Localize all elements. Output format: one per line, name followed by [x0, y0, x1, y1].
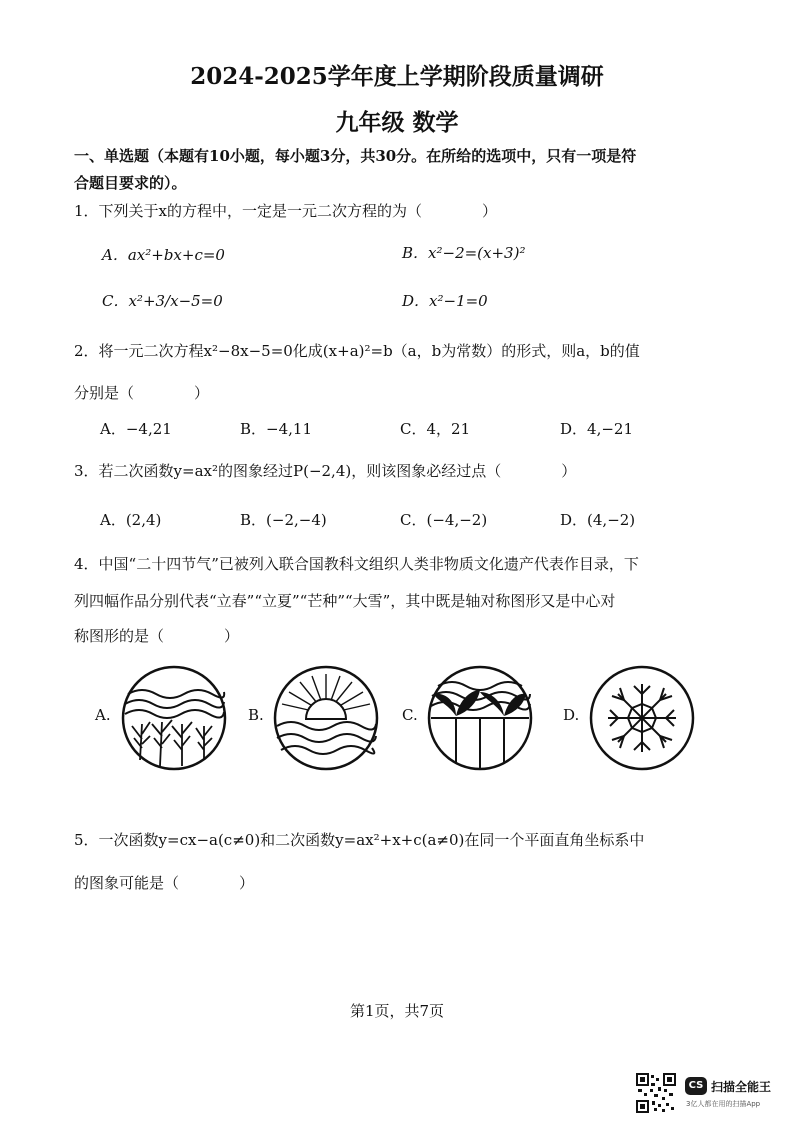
- q3-option-b: B．(−2,−4): [240, 511, 327, 529]
- page-number: 第1页，共7页: [349, 1002, 445, 1020]
- summer-beginning-emblem: [272, 664, 380, 772]
- question-4-stem-line3: 称图形的是（ ）: [74, 627, 240, 645]
- q1-option-c: C．x²+3/x−5=0: [102, 292, 223, 310]
- question-1-stem: 1．下列关于x的方程中，一定是一元二次方程的为（ ）: [74, 202, 498, 220]
- scanner-brand: 扫描全能王: [711, 1080, 772, 1094]
- q3-option-d: D．(4,−2): [560, 511, 636, 529]
- exam-title: 2024-2025学年度上学期阶段质量调研: [190, 63, 604, 90]
- qr-code-icon: [636, 1073, 676, 1113]
- q4-option-a: A.: [95, 706, 111, 724]
- question-2-stem-line1: 2．将一元二次方程x²−8x−5=0化成(x+a)²=b（a，b为常数）的形式，则a，b的值: [74, 342, 640, 360]
- q2-option-d: D．4,−21: [560, 420, 633, 438]
- q4-option-d: D.: [563, 706, 580, 724]
- q1-option-b: B．x²−2=(x+3)²: [402, 244, 526, 262]
- q2-option-a: A．−4,21: [100, 420, 172, 438]
- q2-option-c: C．4，21: [400, 420, 471, 438]
- q3-option-c: C．(−4,−2): [400, 511, 488, 529]
- question-2-stem-line2: 分别是（ ）: [74, 384, 210, 402]
- major-snow-emblem: [588, 664, 696, 772]
- scanner-slogan: 3亿人都在用的扫描App: [686, 1100, 761, 1108]
- q4-option-b: B.: [248, 706, 264, 724]
- question-4-stem-line1: 4．中国“二十四节气”已被列入联合国教科文组织人类非物质文化遗产代表作目录，下: [74, 555, 639, 573]
- question-5-stem-line1: 5．一次函数y=cx−a(c≠0)和二次函数y=ax²+x+c(a≠0)在同一个平面直角坐标系中: [74, 831, 645, 849]
- q2-option-b: B．−4,11: [240, 420, 312, 438]
- q1-option-a: A．ax²+bx+c=0: [102, 246, 225, 264]
- q3-option-a: A．(2,4): [100, 511, 162, 529]
- grain-in-ear-emblem: [426, 664, 534, 772]
- q4-option-c: C.: [402, 706, 418, 724]
- section-heading-line1: 一、单选题（本题有10小题，每小题3分，共30分。在所给的选项中，只有一项是符: [74, 147, 637, 165]
- question-3-stem: 3．若二次函数y=ax²的图象经过P(−2,4)，则该图象必经过点（ ）: [74, 462, 577, 480]
- scanner-logo: CS: [685, 1077, 707, 1095]
- question-5-stem-line2: 的图象可能是（ ）: [74, 874, 255, 892]
- question-4-stem-line2: 列四幅作品分别代表“立春”“立夏”“芒种”“大雪”，其中既是轴对称图形又是中心对: [74, 592, 616, 610]
- section-heading-line2: 合题目要求的）。: [74, 174, 187, 192]
- q1-option-d: D．x²−1=0: [402, 292, 488, 310]
- exam-subtitle: 九年级 数学: [335, 109, 459, 136]
- spring-beginning-emblem: [120, 664, 228, 772]
